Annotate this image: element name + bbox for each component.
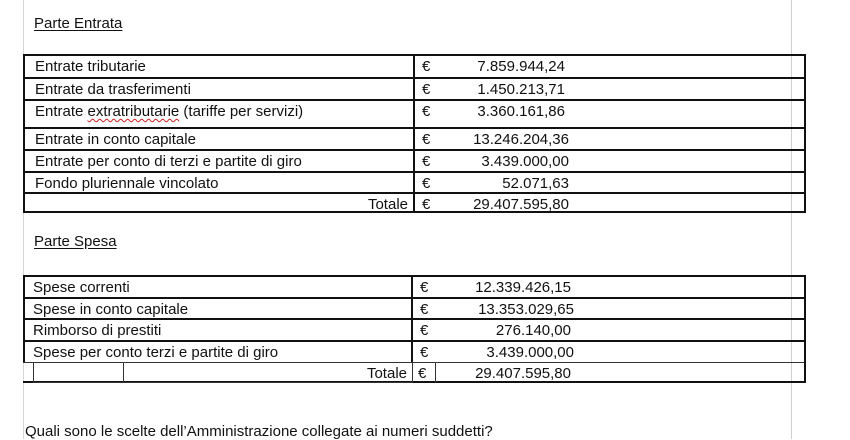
row-value — [413, 320, 804, 340]
total-label: Totale — [23, 363, 413, 383]
row-value — [413, 299, 804, 318]
row-label: Entrate da trasferimenti — [25, 79, 415, 99]
label-text: Entrate — [35, 103, 88, 120]
row-value — [415, 173, 804, 192]
table-row — [25, 129, 804, 149]
table-row — [25, 151, 804, 171]
amount: 12.339.426,15 — [475, 279, 571, 296]
row-label: Spese per conto terzi e partite di giro — [23, 342, 413, 362]
row-value — [415, 56, 804, 77]
table-row — [23, 320, 804, 340]
spellcheck-flagged-word[interactable]: extratributarie — [87, 103, 180, 120]
euro-symbol: € — [422, 153, 431, 170]
euro-symbol: € — [420, 301, 429, 318]
row-value — [415, 101, 804, 127]
amount: 1.450.213,71 — [477, 81, 565, 98]
table-row — [25, 101, 804, 127]
row-value — [415, 79, 804, 99]
euro-symbol: € — [420, 279, 429, 296]
amount: 3.439.000,00 — [486, 344, 574, 361]
amount: 13.246.204,36 — [473, 131, 569, 148]
amount: 3.439.000,00 — [481, 153, 569, 170]
row-label: Entrate in conto capitale — [25, 129, 415, 149]
row-label: Spese correnti — [23, 277, 413, 297]
total-label: Totale — [25, 194, 415, 213]
table-row — [25, 56, 804, 77]
row-label — [25, 101, 415, 127]
total-row — [25, 194, 804, 213]
amount: 276.140,00 — [495, 322, 571, 339]
total-value — [415, 194, 804, 213]
row-value — [413, 342, 804, 362]
row-label: Fondo pluriennale vincolato — [25, 173, 415, 192]
amount: 13.353.029,65 — [478, 301, 574, 318]
spesa-heading: Parte Spesa — [34, 233, 117, 250]
label-text: (tariffe per servizi) — [179, 103, 304, 120]
row-label: Entrate tributarie — [25, 56, 415, 77]
euro-symbol: € — [420, 344, 429, 361]
total-row — [23, 363, 804, 383]
row-label: Entrate per conto di terzi e partite di giro — [25, 151, 415, 171]
table-row — [25, 173, 804, 192]
euro-symbol: € — [422, 58, 431, 75]
entrata-heading: Parte Entrata — [34, 15, 123, 32]
table-row — [25, 79, 804, 99]
euro-symbol: € — [422, 81, 431, 98]
amount: 3.360.161,86 — [477, 103, 565, 120]
table-row — [23, 299, 804, 318]
row-value — [415, 129, 804, 149]
spesa-table — [23, 275, 806, 383]
euro-symbol: € — [422, 175, 431, 192]
table-row — [23, 277, 804, 297]
euro-symbol: € — [420, 322, 429, 339]
question-text: Quali sono le scelte dell’Amministrazione collegate ai numeri suddetti? — [25, 423, 493, 440]
total-amount: 29.407.595,80 — [475, 365, 571, 382]
row-value — [415, 151, 804, 171]
table-row — [23, 342, 804, 362]
total-value — [413, 363, 804, 383]
euro-symbol: € — [422, 131, 431, 148]
euro-symbol: € — [422, 196, 431, 213]
row-label: Rimborso di prestiti — [23, 320, 413, 340]
row-label: Spese in conto capitale — [23, 299, 413, 318]
entrata-table — [23, 54, 806, 213]
row-value — [413, 277, 804, 297]
amount: 7.859.944,24 — [477, 58, 565, 75]
euro-symbol: € — [418, 365, 427, 382]
euro-symbol: € — [422, 103, 431, 120]
total-amount: 29.407.595,80 — [473, 196, 569, 213]
amount: 52.071,63 — [502, 175, 569, 192]
